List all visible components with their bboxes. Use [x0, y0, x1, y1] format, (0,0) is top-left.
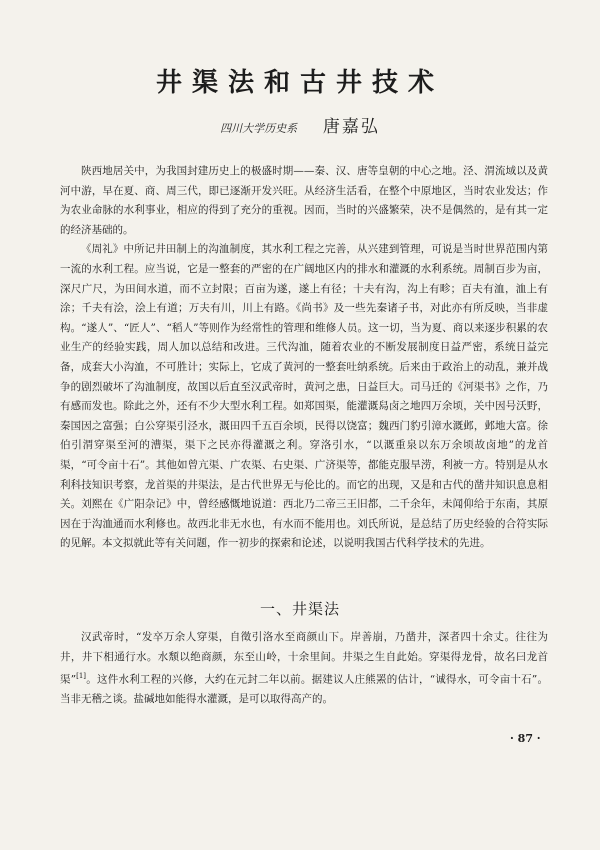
author-name: 唐嘉弘	[322, 117, 380, 137]
page-number: · 87 ·	[510, 732, 541, 745]
section-1-body	[60, 628, 548, 710]
author-affiliation: 四川大学历史系	[220, 122, 298, 135]
intro-body	[60, 162, 548, 554]
byline	[0, 112, 600, 137]
section-1-text-b: 。这件水利工程的兴修，大约在元封二年以前。据建议人庄熊罴的估计，“诚得水，可令亩十石”。当非无稽之谈。盐碱地如能得水灌溉，是可以取得高产的。	[60, 673, 549, 706]
section-heading: 一、井渠法	[259, 600, 340, 618]
article-title: 井渠法和古井技术	[155, 68, 444, 98]
footnote-ref: [1]	[76, 672, 87, 681]
intro-paragraph-1: 陕西地居关中，为我国封建历史上的极盛时期——秦、汉、唐等皇朝的中心之地。泾、渭流域以及黄河中游，早在夏、商、周三代，即已逐渐开发兴旺。从经济生活看，在整个中原地区，当时农业发达；作为农业命脉的水利事业，相应的得到了充分的重视。因而，当时的兴盛繁荣，决不是偶然的，是有其一定的经济基础的。	[60, 165, 548, 236]
section-1-text-a: 汉武帝时，“发卒万余人穿渠，自徵引洛水至商颜山下。岸善崩，乃凿井，深者四十余丈。往往为井，井下相通行水。水颓以绝商颜，东至山岭，十余里间。井渠之生自此始。穿渠得龙骨，故名曰龙首渠”	[60, 631, 548, 686]
intro-paragraph-2: 《周礼》中所记井田制上的沟洫制度，其水利工程之完善，从兴建到管理，可说是当时世界范围内第一流的水利工程。应当说，它是一整套的严密的在广阔地区内的排水和灌溉的水利系统。周制百步为亩，深尺广尺，为田间水道，而不立封限；百亩为遂，遂上有径；十夫有沟，沟上有畛；百夫有洫，洫上有涂；千夫有浍，浍上有道；万夫有川，川上有路。《尚书》及一些先秦诸子书，对此亦有所反映，当非虚构。“遂人”、“匠人”、“稻人”等则作为经常性的管理和维修人员。这一切，当为夏、商以来逐步积累的农业生产的经验实践，周人加以总结和改进。三代沟洫，随着农业的不断发展制度日益严密，系统日益完备，成套大小沟洫，不可胜计；实际上，它成了黄河的一整套吐纳系统。后来由于政治上的动乱，兼并战争的剧烈破坏了沟洫制度，故国以后直至汉武帝时，黄河之患，日益巨大。司马迁的《河渠书》之作，乃有感而发也。除此之外，还有不少大型水利工程。如郑国渠，能灌溉舄卤之地四万余顷，关中因号沃野，秦国因之富强；白公穿渠引泾水，溉田四千五百余顷，民得以饶富；魏西门豹引漳水溉邺，邺地大富。徐伯引渭穿渠至河的漕渠，渠下之民亦得灌溉之利。穿洛引水，“以溉重泉以东万余顷故卤地”的龙首渠，“可令亩十石”。其他如曾亢渠、广农渠、右史渠、广济渠等，都能克服旱涝，利被一方。特别是从水利科技知识考察，龙首渠的井渠法，是古代世界无与伦比的。而它的出现，又是和古代的凿井知识息息相关。刘熙在《广阳杂记》中，曾经感慨地说道：西北乃二帝三王旧都，二千余年，未闻仰给于东南，其原因在于沟洫通而水利修也。故西北非无水也，有水而不能用也。刘氏所说，是总结了历史经验的合符实际的见解。本文拟就此等有关问题，作一初步的探索和论述，以说明我国古代科学技术的先进。	[60, 243, 548, 550]
section-1-paragraph	[60, 628, 548, 710]
